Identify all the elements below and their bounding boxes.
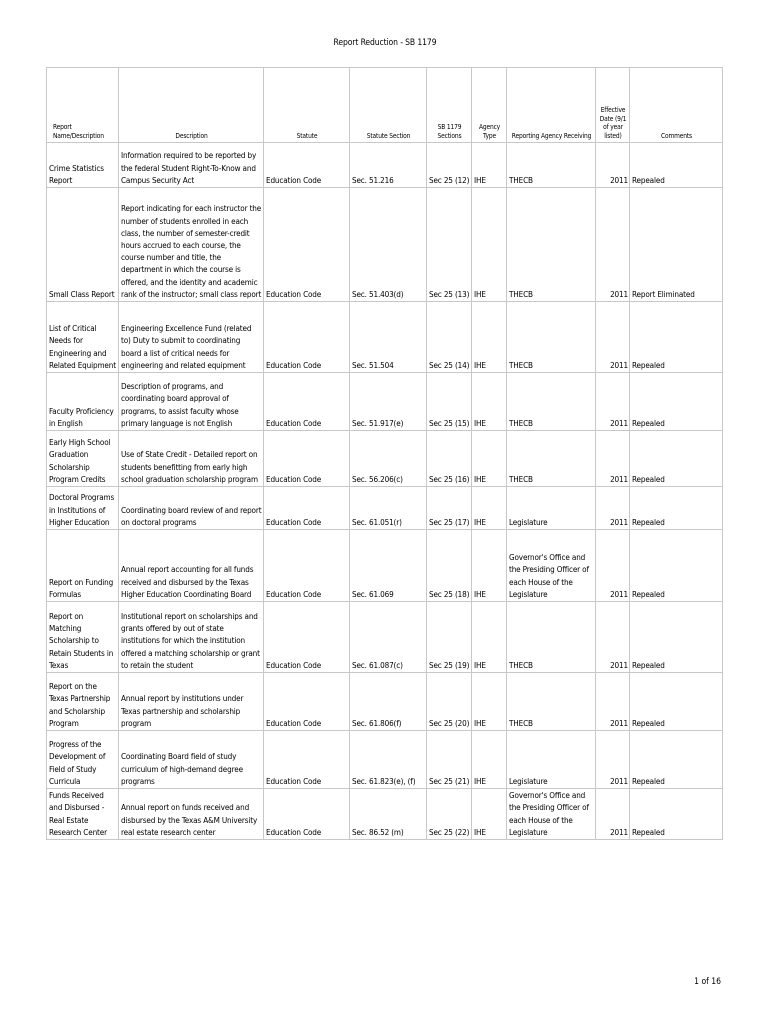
sb-section-cell: Sec 25 (14) (427, 302, 472, 373)
effective-date-cell: 2011 (596, 602, 630, 673)
sb-section-cell: Sec 25 (18) (427, 530, 472, 602)
agency-type-cell: IHE (472, 188, 507, 302)
header-description: Description (119, 68, 264, 143)
page-number: 1 of 16 (694, 977, 721, 987)
sb-section-cell: Sec 25 (15) (427, 373, 472, 431)
statute-section-cell: Sec. 61.087(c) (350, 602, 427, 673)
comments-cell: Report Eliminated (630, 188, 723, 302)
reporting-agency-cell: THECB (507, 373, 596, 431)
description-cell: Description of programs, and coordinating board approval of programs, to assist faculty whose primary language is not English (119, 373, 264, 431)
statute-cell: Education Code (264, 143, 350, 188)
agency-type-cell: IHE (472, 143, 507, 188)
sb-section-cell: Sec 25 (16) (427, 431, 472, 487)
statute-cell: Education Code (264, 188, 350, 302)
report-name-cell: Small Class Report (47, 188, 119, 302)
statute-section-cell: Sec. 61.823(e), (f) (350, 731, 427, 789)
reporting-agency-cell: THECB (507, 673, 596, 731)
agency-type-cell: IHE (472, 373, 507, 431)
statute-section-cell: Sec. 61.069 (350, 530, 427, 602)
statute-cell: Education Code (264, 530, 350, 602)
report-name-cell: Faculty Proficiency in English (47, 373, 119, 431)
statute-section-cell: Sec. 61.051(r) (350, 487, 427, 530)
report-name-cell: Crime Statistics Report (47, 143, 119, 188)
header-sb-sections: SB 1179 Sections (427, 68, 472, 143)
table-row (47, 487, 723, 530)
header-reporting-agency: Reporting Agency Receiving (507, 68, 596, 143)
description-cell: Use of State Credit - Detailed report on students benefitting from early high school graduation scholarship program (119, 431, 264, 487)
table-row (47, 602, 723, 673)
agency-type-cell: IHE (472, 302, 507, 373)
agency-type-cell: IHE (472, 487, 507, 530)
sb-section-cell: Sec 25 (22) (427, 789, 472, 840)
report-name-cell: Doctoral Programs in Institutions of Higher Education (47, 487, 119, 530)
effective-date-cell: 2011 (596, 487, 630, 530)
sb-section-cell: Sec 25 (20) (427, 673, 472, 731)
reporting-agency-cell: Legislature (507, 487, 596, 530)
reporting-agency-cell: Legislature (507, 731, 596, 789)
table-row (47, 530, 723, 602)
table-row (47, 143, 723, 188)
report-name-cell: Funds Received and Disbursed - Real Estate Research Center (47, 789, 119, 840)
description-cell: Annual report on funds received and disbursed by the Texas A&M University real estate research center (119, 789, 264, 840)
sb-section-cell: Sec 25 (12) (427, 143, 472, 188)
statute-cell: Education Code (264, 302, 350, 373)
comments-cell: Repealed (630, 302, 723, 373)
sb-section-cell: Sec 25 (17) (427, 487, 472, 530)
table-row (47, 302, 723, 373)
sb-section-cell: Sec 25 (21) (427, 731, 472, 789)
header-agency-type: Agency Type (472, 68, 507, 143)
report-name-cell: List of Critical Needs for Engineering and Related Equipment (47, 302, 119, 373)
statute-cell: Education Code (264, 431, 350, 487)
effective-date-cell: 2011 (596, 530, 630, 602)
sb-section-cell: Sec 25 (19) (427, 602, 472, 673)
report-name-cell: Report on the Texas Partnership and Scholarship Program (47, 673, 119, 731)
table-row (47, 731, 723, 789)
reporting-agency-cell: THECB (507, 431, 596, 487)
agency-type-cell: IHE (472, 530, 507, 602)
reporting-agency-cell: THECB (507, 602, 596, 673)
agency-type-cell: IHE (472, 731, 507, 789)
comments-cell: Repealed (630, 602, 723, 673)
statute-section-cell: Sec. 51.504 (350, 302, 427, 373)
header-row (47, 68, 723, 143)
effective-date-cell: 2011 (596, 373, 630, 431)
header-statute-section: Statute Section (350, 68, 427, 143)
page-title: Report Reduction - SB 1179 (333, 38, 437, 48)
comments-cell: Repealed (630, 530, 723, 602)
effective-date-cell: 2011 (596, 673, 630, 731)
description-cell: Coordinating Board field of study curriculum of high-demand degree programs (119, 731, 264, 789)
table-row (47, 789, 723, 840)
comments-cell: Repealed (630, 373, 723, 431)
statute-cell: Education Code (264, 731, 350, 789)
comments-cell: Repealed (630, 487, 723, 530)
reporting-agency-cell: Governor's Office and the Presiding Officer of each House of the Legislature (507, 789, 596, 840)
report-name-cell: Report on Matching Scholarship to Retain Students in Texas (47, 602, 119, 673)
report-table (46, 67, 723, 840)
statute-section-cell: Sec. 51.216 (350, 143, 427, 188)
statute-cell: Education Code (264, 602, 350, 673)
reporting-agency-cell: THECB (507, 143, 596, 188)
agency-type-cell: IHE (472, 602, 507, 673)
statute-section-cell: Sec. 61.806(f) (350, 673, 427, 731)
effective-date-cell: 2011 (596, 302, 630, 373)
effective-date-cell: 2011 (596, 731, 630, 789)
effective-date-cell: 2011 (596, 789, 630, 840)
statute-section-cell: Sec. 51.403(d) (350, 188, 427, 302)
reporting-agency-cell: Governor's Office and the Presiding Officer of each House of the Legislature (507, 530, 596, 602)
report-name-cell: Early High School Graduation Scholarship Program Credits (47, 431, 119, 487)
comments-cell: Repealed (630, 143, 723, 188)
sb-section-cell: Sec 25 (13) (427, 188, 472, 302)
description-cell: Information required to be reported by the federal Student Right-To-Know and Campus Security Act (119, 143, 264, 188)
header-effective-date: Effective Date (9/1 of year listed) (596, 68, 630, 143)
table-row (47, 431, 723, 487)
description-cell: Annual report by institutions under Texas partnership and scholarship program (119, 673, 264, 731)
effective-date-cell: 2011 (596, 188, 630, 302)
report-name-cell: Progress of the Development of Field of Study Curricula (47, 731, 119, 789)
comments-cell: Repealed (630, 789, 723, 840)
statute-cell: Education Code (264, 487, 350, 530)
header-comments: Comments (630, 68, 723, 143)
statute-cell: Education Code (264, 789, 350, 840)
agency-type-cell: IHE (472, 673, 507, 731)
table-row (47, 188, 723, 302)
statute-section-cell: Sec. 86.52 (m) (350, 789, 427, 840)
statute-section-cell: Sec. 56.206(c) (350, 431, 427, 487)
description-cell: Coordinating board review of and report on doctoral programs (119, 487, 264, 530)
comments-cell: Repealed (630, 431, 723, 487)
comments-cell: Repealed (630, 673, 723, 731)
comments-cell: Repealed (630, 731, 723, 789)
agency-type-cell: IHE (472, 789, 507, 840)
report-name-cell: Report on Funding Formulas (47, 530, 119, 602)
description-cell: Report indicating for each instructor the number of students enrolled in each class, the number of semester-credit hours accrued to each course, the course number and title, the department in which the course is offered, and the identity and academic rank of the instructor; small class report (119, 188, 264, 302)
effective-date-cell: 2011 (596, 431, 630, 487)
agency-type-cell: IHE (472, 431, 507, 487)
effective-date-cell: 2011 (596, 143, 630, 188)
header-report-name: Report Name/Description (47, 68, 119, 143)
reporting-agency-cell: THECB (507, 188, 596, 302)
header-statute: Statute (264, 68, 350, 143)
description-cell: Annual report accounting for all funds received and disbursed by the Texas Higher Education Coordinating Board (119, 530, 264, 602)
statute-cell: Education Code (264, 673, 350, 731)
statute-section-cell: Sec. 51.917(e) (350, 373, 427, 431)
description-cell: Institutional report on scholarships and grants offered by out of state institutions for which the institution offered a matching scholarship or grant to retain the student (119, 602, 264, 673)
table-row (47, 373, 723, 431)
description-cell: Engineering Excellence Fund (related to) Duty to submit to coordinating board a list of critical needs for engineering and related equipment (119, 302, 264, 373)
statute-cell: Education Code (264, 373, 350, 431)
table-row (47, 673, 723, 731)
reporting-agency-cell: THECB (507, 302, 596, 373)
